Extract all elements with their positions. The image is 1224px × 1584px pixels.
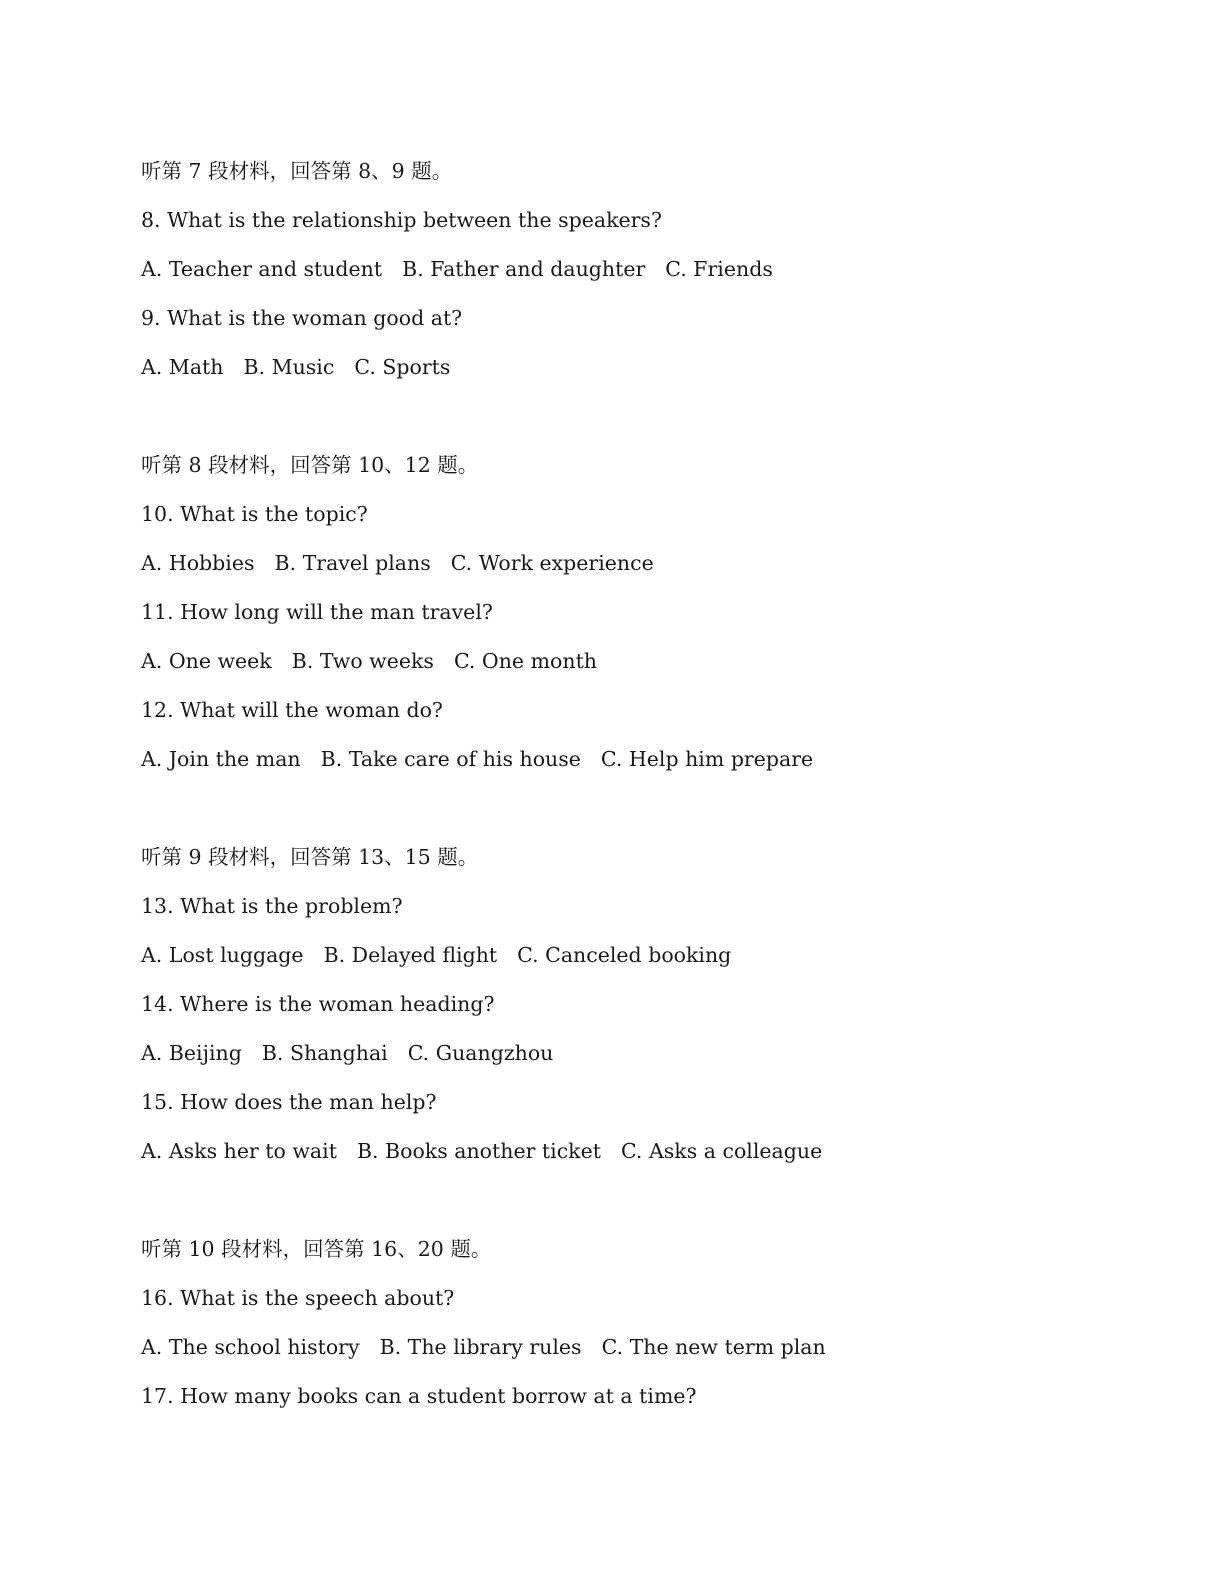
option-a: A. Lost luggage	[141, 943, 304, 967]
option-a: A. The school history	[141, 1335, 360, 1359]
question-10: 10. What is the topic?	[141, 502, 368, 526]
section-heading: 听第 8 段材料，回答第 10、12 题。	[141, 453, 479, 477]
options-9	[141, 353, 1141, 381]
options-12	[141, 745, 1141, 773]
option-a: A. Math	[141, 355, 224, 379]
option-c: C. Friends	[665, 257, 773, 281]
section-heading: 听第 10 段材料，回答第 16、20 题。	[141, 1237, 492, 1261]
option-c: C. The new term plan	[601, 1335, 826, 1359]
option-c: C. Canceled booking	[517, 943, 732, 967]
options-16	[141, 1333, 1141, 1361]
question-16: 16. What is the speech about?	[141, 1286, 455, 1310]
option-c: C. One month	[453, 649, 598, 673]
question-13: 13. What is the problem?	[141, 894, 403, 918]
option-b: B. Take care of his house	[320, 747, 581, 771]
listening-questions	[141, 157, 1141, 1431]
question-15: 15. How does the man help?	[141, 1090, 437, 1114]
option-c: C. Help him prepare	[600, 747, 814, 771]
question-11: 11. How long will the man travel?	[141, 600, 493, 624]
question-9: 9. What is the woman good at?	[141, 306, 463, 330]
option-b: B. Two weeks	[291, 649, 434, 673]
option-b: B. Delayed flight	[323, 943, 498, 967]
option-b: B. Travel plans	[274, 551, 431, 575]
option-a: A. Asks her to wait	[141, 1139, 337, 1163]
options-15	[141, 1137, 1141, 1165]
option-b: B. Shanghai	[261, 1041, 388, 1065]
option-c: C. Asks a colleague	[620, 1139, 823, 1163]
option-c: C. Guangzhou	[407, 1041, 554, 1065]
section-heading: 听第 9 段材料，回答第 13、15 题。	[141, 845, 479, 869]
question-8: 8. What is the relationship between the speakers?	[141, 208, 662, 232]
options-14	[141, 1039, 1141, 1067]
option-b: B. Father and daughter	[402, 257, 646, 281]
option-c: C. Work experience	[450, 551, 654, 575]
option-b: B. The library rules	[379, 1335, 582, 1359]
options-11	[141, 647, 1141, 675]
section-heading: 听第 7 段材料，回答第 8、9 题。	[141, 159, 453, 183]
options-8	[141, 255, 1141, 283]
section-passage-10	[141, 1235, 1141, 1410]
options-10	[141, 549, 1141, 577]
question-14: 14. Where is the woman heading?	[141, 992, 495, 1016]
option-a: A. Teacher and student	[141, 257, 383, 281]
option-b: B. Books another ticket	[356, 1139, 601, 1163]
option-c: C. Sports	[354, 355, 451, 379]
option-a: A. Beijing	[141, 1041, 242, 1065]
options-13	[141, 941, 1141, 969]
section-passage-8	[141, 451, 1141, 773]
section-passage-9	[141, 843, 1141, 1165]
option-b: B. Music	[243, 355, 335, 379]
option-a: A. Join the man	[141, 747, 301, 771]
option-a: A. One week	[141, 649, 272, 673]
option-a: A. Hobbies	[141, 551, 255, 575]
section-passage-7	[141, 157, 1141, 381]
question-12: 12. What will the woman do?	[141, 698, 443, 722]
question-17: 17. How many books can a student borrow at a time?	[141, 1384, 697, 1408]
